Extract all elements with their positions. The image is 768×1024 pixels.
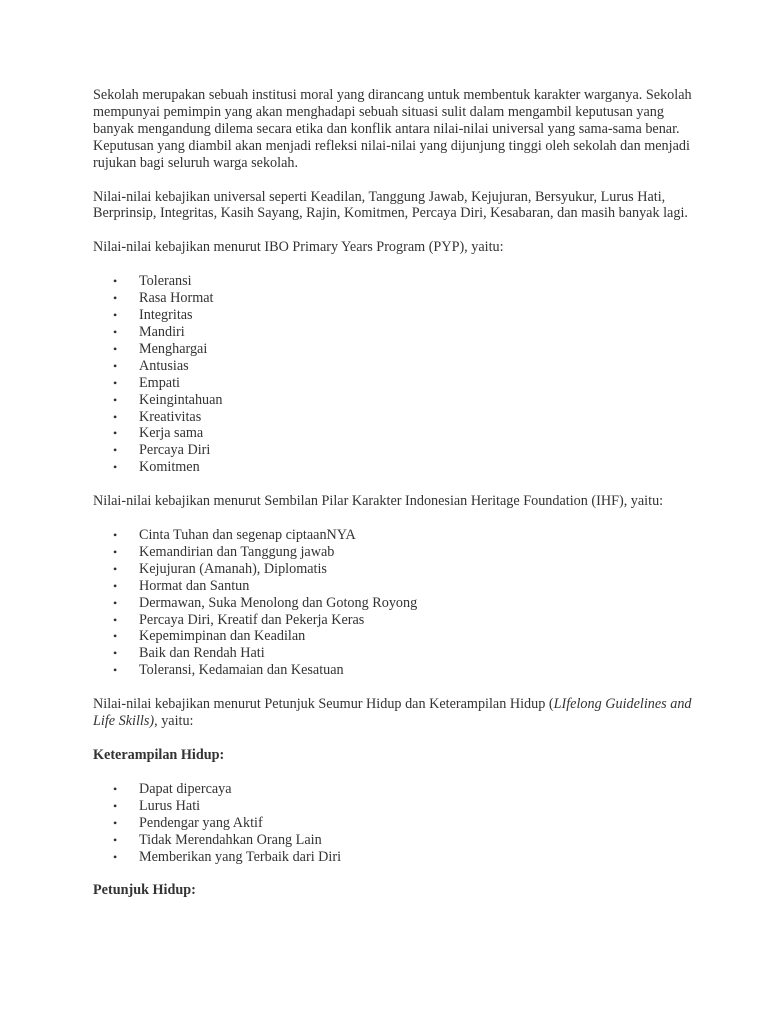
list-item: • Dermawan, Suka Menolong dan Gotong Royong [139,595,698,612]
life-skills-heading-text: Keterampilan Hidup: [93,747,225,763]
lifelong-intro-text: Nilai-nilai kebajikan menurut Petunjuk Seumur Hidup dan Keterampilan Hidup ( [93,696,554,713]
list-item: • Kerja sama [139,425,698,442]
list-item: • Toleransi [139,273,698,290]
list-item: • Tidak Merendahkan Orang Lain [139,832,698,849]
life-guidelines-heading [93,882,698,899]
ihf-values-list [93,527,698,679]
list-item: • Percaya Diri [139,442,698,459]
pyp-values-list [93,273,698,476]
list-item: • Kemandirian dan Tanggung jawab [139,544,698,561]
ihf-intro-paragraph: Nilai-nilai kebajikan menurut Sembilan Pilar Karakter Indonesian Heritage Foundation (IHF), yaitu: [93,493,664,510]
list-item: • Cinta Tuhan dan segenap ciptaanNYA [139,527,698,544]
list-item: • Integritas [139,307,698,324]
list-item: • Menghargai [139,341,698,358]
list-item: • Kejujuran (Amanah), Diplomatis [139,561,698,578]
list-item: • Toleransi, Kedamaian dan Kesatuan [139,662,698,679]
universal-values-paragraph: Nilai-nilai kebajikan universal seperti Keadilan, Tanggung Jawab, Kejujuran, Bersyukur, Lurus Hati, Berprinsip, Integritas, Kasih Sayang, Rajin, Komitmen, Percaya Diri, Kesabaran, dan masih banyak lagi. [93,188,688,222]
list-item: • Hormat dan Santun [139,578,698,595]
list-item: • Kepemimpinan dan Keadilan [139,628,698,645]
list-item: • Baik dan Rendah Hati [139,645,698,662]
list-item: • Memberikan yang Terbaik dari Diri [139,849,698,866]
pyp-intro-paragraph: Nilai-nilai kebajikan menurut IBO Primary Years Program (PYP), yaitu: [93,239,504,256]
list-item: • Keingintahuan [139,392,698,409]
list-item: • Dapat dipercaya [139,781,698,798]
list-item: • Kreativitas [139,409,698,426]
list-item: • Rasa Hormat [139,290,698,307]
list-item: • Antusias [139,358,698,375]
lifelong-intro-italic: LIfelong Guidelines and Life Skills) [93,696,692,730]
life-skills-heading [93,747,698,764]
life-skills-list [93,781,698,866]
list-item: • Mandiri [139,324,698,341]
lifelong-intro-suffix: , yaitu: [154,713,194,730]
lifelong-intro-paragraph [93,696,698,730]
list-item: • Komitmen [139,459,698,476]
intro-paragraph: Sekolah merupakan sebuah institusi moral yang dirancang untuk membentuk karakter warganya. Sekolah mempunyai pemimpin yang akan menghadapi sebuah situasi sulit dalam mengambil keputusan yang banyak mengandung dilema secara etika dan konflik antara nilai-nilai universal yang sama-sama benar. Keputusan yang diambil akan menjadi refleksi nilai-nilai yang dijunjung tinggi oleh sekolah dan menjadi rujukan bagi seluruh warga sekolah. [93,87,692,171]
list-item: • Lurus Hati [139,798,698,815]
list-item: • Pendengar yang Aktif [139,815,698,832]
life-guidelines-heading-text: Petunjuk Hidup: [93,882,196,899]
list-item: • Percaya Diri, Kreatif dan Pekerja Keras [139,612,698,629]
list-item: • Empati [139,375,698,392]
